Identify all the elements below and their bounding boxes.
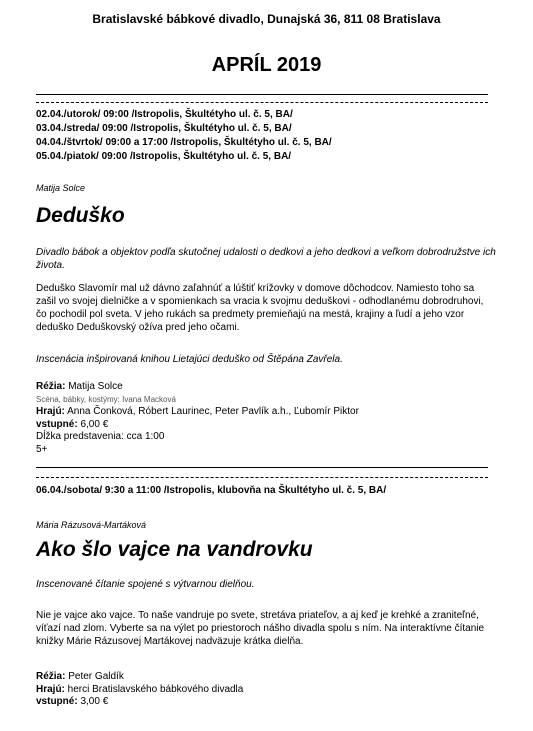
cast-line	[36, 684, 496, 697]
directing-label: Réžia:	[36, 671, 66, 682]
date-line: 04.04./štvrtok/ 09:00 a 17:00 /Istropolis, Škultétyho ul. č. 5, BA/	[36, 137, 332, 148]
show2-tagline: Inscenované čítanie spojené s výtvarnou dielňou.	[36, 579, 255, 590]
age-line: 5+	[36, 443, 48, 455]
directing-value: Matija Solce	[65, 381, 123, 392]
cast-label: Hrajú:	[36, 406, 65, 417]
cast-value: herci Bratislavského bábkového divadla	[64, 683, 244, 695]
show1-credits	[36, 381, 496, 456]
show1-title: Deduško	[36, 204, 125, 227]
date-line: 02.04./utorok/ 09:00 /Istropolis, Škultétyho ul. č. 5, BA/	[36, 109, 293, 120]
dashed-divider	[36, 102, 488, 103]
directing-label: Réžia:	[36, 381, 66, 392]
show1-tagline: Divadlo bábok a objektov podľa skutočnej udalosti o dedkovi a jeho dedkovi a veľkom dobrodružstve ich života.	[36, 247, 496, 271]
show1-author: Matija Solce	[36, 183, 86, 193]
date-line: 06.04./sobota/ 9:30 a 11:00 /Istropolis, klubovňa na Škultétyho ul. č. 5, BA/	[36, 485, 387, 496]
show1-inspiration: Inscenácia inšpirovaná knihou Lietajúci deduško od Štěpána Zavřela.	[36, 354, 343, 365]
show1-dates	[36, 108, 332, 164]
ticket-line	[36, 696, 496, 709]
ticket-label: vstupné:	[36, 418, 78, 430]
dashed-divider	[36, 477, 488, 478]
show2-credits	[36, 671, 496, 709]
scene-line: Scéna, bábky, kostýmy: Ivana Macková	[36, 394, 176, 404]
show2-dates	[36, 484, 386, 498]
ticket-value: 6,00 €	[77, 418, 109, 430]
show2-author: Mária Rázusová-Martáková	[36, 520, 147, 530]
directing-line	[36, 381, 496, 394]
date-line: 03.04./streda/ 09:00 /Istropolis, Škultétyho ul. č. 5, BA/	[36, 123, 292, 134]
directing-value: Peter Galdík	[65, 671, 124, 682]
venue-header: Bratislavské bábkové divadlo, Dunajská 36, 811 08 Bratislava	[92, 12, 441, 26]
date-line: 05.04./piatok/ 09:00 /Istropolis, Škultétyho ul. č. 5, BA/	[36, 151, 292, 162]
month-title: APRÍL 2019	[211, 54, 322, 76]
divider-line	[36, 467, 488, 468]
show1-description: Deduško Slavomír mal už dávno zaľahnúť a lúštiť krížovky v domove dôchodcov. Namiesto toho sa zašil vo svojej dielničke a v spomienkach sa vracia k svojmu deduškovi - odhodlanému dobrodruhovi, čo pochodil pol sveta. V jeho rukách sa predmety premieňajú na mestá, krajiny a ľudí a jeho vzor deduško Deduškovský ožíva pred jeho očami.	[36, 283, 484, 333]
ticket-label: vstupné:	[36, 696, 78, 707]
cast-label: Hrajú:	[36, 683, 65, 695]
duration-line: Dĺžka predstavenia: cca 1:00	[36, 431, 165, 442]
directing-line	[36, 671, 496, 684]
ticket-value: 3,00 €	[77, 696, 109, 707]
show2-title: Ako šlo vajce na vandrovku	[36, 538, 313, 561]
show2-description: Nie je vajce ako vajce. To naše vandruje po svete, stretáva priateľov, a aj keď je krehké a zraniteľné, víťazí nad zlom. Vyberte sa na výlet po priestoroch nášho divadla spolu s ním. Na interaktívne čítanie knižky Márie Rázusovej Martákovej nadväzuje krátka dielňa.	[36, 610, 485, 647]
ticket-line	[36, 419, 496, 432]
cast-value: Anna Čonková, Róbert Laurinec, Peter Pavlík a.h., Ľubomír Piktor	[64, 406, 359, 417]
cast-line	[36, 406, 496, 419]
divider-line	[36, 94, 488, 95]
